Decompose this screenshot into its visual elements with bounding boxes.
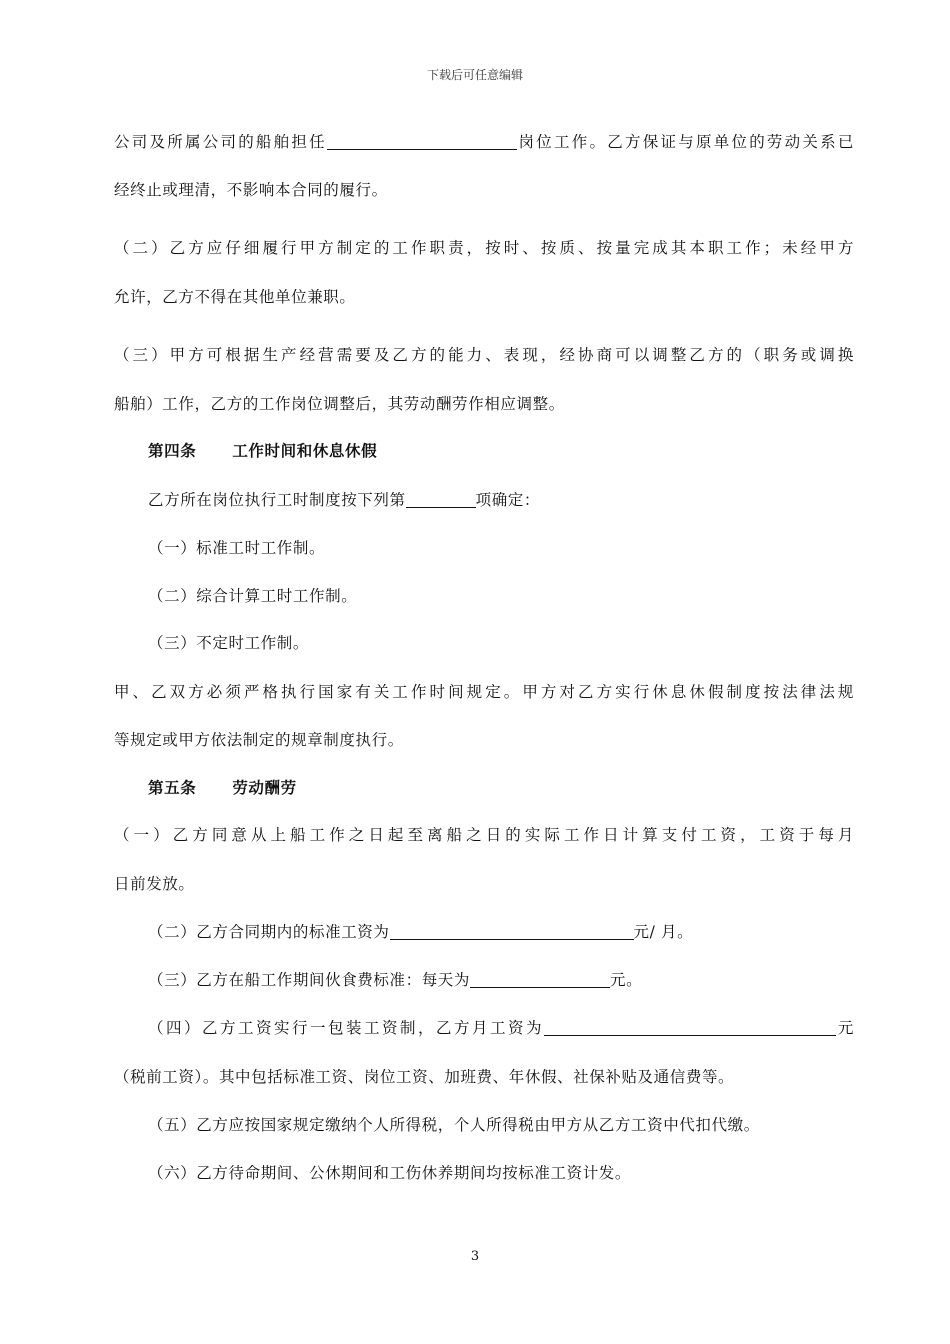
article-title: 劳动酬劳 bbox=[232, 778, 297, 797]
article-title: 工作时间和休息休假 bbox=[232, 441, 378, 460]
list-item: （一）标准工时工作制。 bbox=[148, 539, 326, 557]
paragraph-line: 允许，乙方不得在其他单位兼职。 bbox=[114, 288, 356, 306]
paragraph-line: （税前工资）。其中包括标准工资、岗位工资、加班费、年休假、社保补贴及通信费等。 bbox=[114, 1068, 735, 1086]
text-span: 项确定： bbox=[475, 491, 541, 509]
text-span: （四）乙方工资实行一包装工资制，乙方月工资为 bbox=[148, 1019, 544, 1037]
text-span: 岗位工作。乙方保证与原单位的劳动关系已 bbox=[516, 133, 854, 151]
text-span: （二）乙方合同期内的标准工资为 bbox=[148, 923, 390, 941]
paragraph-line bbox=[148, 969, 854, 991]
text-span: 元 bbox=[836, 1019, 854, 1037]
paragraph-line: 船舶）工作，乙方的工作岗位调整后，其劳动酬劳作相应调整。 bbox=[114, 395, 565, 413]
list-item: （二）综合计算工时工作制。 bbox=[148, 587, 358, 605]
text-span: 公司及所属公司的船舶担任 bbox=[114, 133, 327, 151]
paragraph-line bbox=[148, 489, 854, 511]
paragraph-line: 日前发放。 bbox=[114, 875, 195, 893]
paragraph-line: （一）乙方同意从上船工作之日起至离船之日的实际工作日计算支付工资，工资于每月 bbox=[114, 826, 854, 844]
paragraph-line: 甲、乙双方必须严格执行国家有关工作时间规定。甲方对乙方实行休息休假制度按法律法规 bbox=[114, 683, 854, 701]
page-header: 下载后可任意编辑 bbox=[426, 68, 523, 82]
fill-in-blank[interactable] bbox=[406, 489, 476, 508]
paragraph-line bbox=[148, 921, 854, 943]
fill-in-blank[interactable] bbox=[327, 131, 517, 150]
fill-in-blank[interactable] bbox=[544, 1017, 836, 1036]
page-number: 3 bbox=[470, 1249, 480, 1264]
text-span: （三）乙方在船工作期间伙食费标准：每天为 bbox=[148, 971, 471, 989]
paragraph-line: （三）甲方可根据生产经营需要及乙方的能力、表现，经协商可以调整乙方的（职务或调换 bbox=[114, 346, 854, 364]
list-item: （五）乙方应按国家规定缴纳个人所得税，个人所得税由甲方从乙方工资中代扣代缴。 bbox=[148, 1116, 760, 1134]
text-span: 元/ 月。 bbox=[633, 923, 694, 941]
fill-in-blank[interactable] bbox=[390, 921, 634, 940]
text-span: 元。 bbox=[610, 971, 643, 989]
paragraph-line: 经终止或理清，不影响本合同的履行。 bbox=[114, 181, 388, 199]
article-heading bbox=[148, 440, 888, 462]
list-item: （三）不定时工作制。 bbox=[148, 634, 310, 652]
article-heading bbox=[148, 777, 888, 799]
list-item: （六）乙方待命期间、公休期间和工伤休养期间均按标准工资计发。 bbox=[148, 1164, 632, 1182]
paragraph-line: （二）乙方应仔细履行甲方制定的工作职责，按时、按质、按量完成其本职工作；未经甲方 bbox=[114, 239, 854, 257]
paragraph-line bbox=[148, 1017, 854, 1039]
paragraph-line bbox=[114, 131, 854, 153]
fill-in-blank[interactable] bbox=[470, 969, 610, 988]
article-number: 第四条 bbox=[148, 441, 197, 460]
article-number: 第五条 bbox=[148, 778, 197, 797]
text-span: 乙方所在岗位执行工时制度按下列第 bbox=[148, 491, 406, 509]
paragraph-line: 等规定或甲方依法制定的规章制度执行。 bbox=[114, 731, 404, 749]
